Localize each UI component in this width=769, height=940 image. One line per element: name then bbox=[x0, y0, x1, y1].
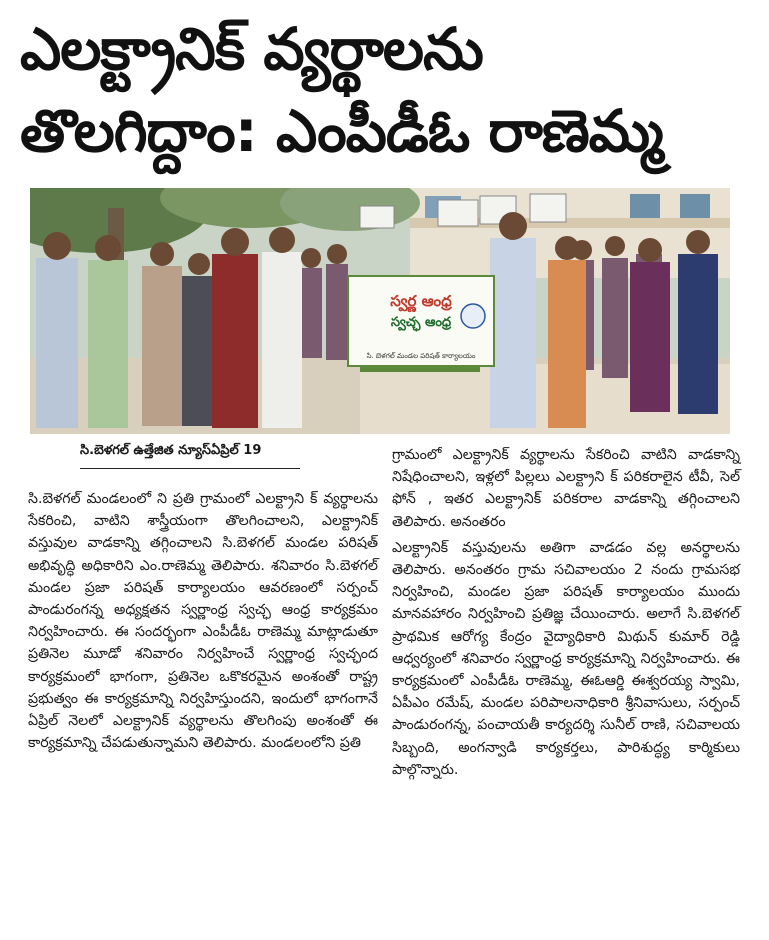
emblem-icon bbox=[461, 304, 485, 328]
group-photo-illustration bbox=[30, 188, 730, 434]
article-column-right bbox=[392, 444, 740, 781]
headline-line-1: ఎలక్ట్రానిక్ వ్యర్థాలను bbox=[20, 15, 483, 83]
banner-title: స్వర్ణ ఆంధ్ర bbox=[390, 292, 452, 310]
article-column-left bbox=[28, 488, 378, 754]
headline bbox=[20, 8, 750, 172]
headline-line-2: తొలగిద్దాం: ఎంపీడీఓ రాణెమ్మ bbox=[20, 97, 663, 165]
article-paragraph: ఎలక్ట్రానిక్ వస్తువులను అతిగా వాడడం వల్ల అనర్థాలను తెలిపారు. అనంతరం గ్రామ సచివాలయం 2 నందు గ్రామసభ నిర్వహించి, మండల ప్రజా పరిషత్ కార్యాలయం ముందు మానవహారం నిర్వహించి ప్రతిజ్ఞ చేయించారు. అలాగే సి.బెళగల్ ప్రాథమిక ఆరోగ్య కేంద్రం వైద్యాధికారి మిథున్ కుమార్ రెడ్డి ఆధ్వర్యంలో శనివారం స్వర్ణాంధ్ర కార్యక్రమాన్ని నిర్వహించారు. ఈ కార్యక్రమంలో ఎంపీడీఓ రాణెమ్మ, ఈఓఆర్డి ఈశ్వరయ్య స్వామి, ఏపీఎం రమేష్, మండల పరిపాలనాధికారి శ్రీనివాసులు, సర్పంచ్ పాండురంగన్న, పంచాయతీ కార్యదర్శి సునీల్ రాణి, సచివాలయ సిబ్బంది, అంగన్వాడి కార్యకర్తలు, పారిశుద్ధ్య కార్మికులు పాల్గొన్నారు. bbox=[392, 539, 740, 778]
banner-footer: సి. బెళగల్ మండల పరిషత్ కార్యాలయం bbox=[366, 352, 476, 360]
article-paragraph: గ్రామంలో ఎలక్ట్రానిక్ వ్యర్థాలను సేకరించి వాటిని వాడకాన్ని నిషేధించాలని, ఇళ్లలో పిల్లలు ఎలక్ట్రాని క్ పరికరాలైన టీవీ, సెల్ ఫోన్ , ఇతర ఎలక్ట్రానిక్ పరికరాల వాడకాన్ని తగ్గించాలని తెలిపారు. అనంతరం bbox=[392, 447, 740, 530]
byline-dateline: సి.బెళగల్ ఉత్తేజిత న్యూస్ఏప్రిల్ 19 bbox=[80, 440, 300, 469]
news-photo bbox=[30, 188, 730, 434]
banner-subtitle: స్వచ్ఛ ఆంధ్ర bbox=[390, 315, 452, 330]
article-paragraph: సి.బెళగల్ మండలంలో ని ప్రతి గ్రామంలో ఎలక్ట్రాని క్ వ్యర్థాలను సేకరించి, వాటిని శాస్త్రీయంగా తొలగించాలని, ఎలక్ట్రానిక్ వస్తువుల వాడకాన్ని తగ్గించాలని సి.బెళగల్ మండల పరిషత్ అభివృద్ధి అధికారిని ఎం.రాణెమ్మ తెలిపారు. శనివారం సి.బెళగల్ మండల ప్రజా పరిషత్ కార్యాలయం ఆవరణంలో సర్పంచ్ పాండురంగన్న అధ్యక్షతన స్వర్ణాంధ్ర స్వచ్ఛ ఆంధ్ర కార్యక్రమం నిర్వహించారు. ఈ సందర్భంగా ఎంపీడీఓ రాణెమ్మ మాట్లాడుతూ ప్రతినెల మూడో శనివారం నిర్వహించే స్వర్ణాంధ్ర స్వచ్ఛంద కార్యక్రమంలో భాగంగా, ప్రతినెల ఒకొకరమైన అంశంతో రాష్ట్ర ప్రభుత్వం ఈ కార్యక్రమాన్ని నిర్వహిస్తుందని, ఇందులో భాగంగానే ఏప్రిల్ నెలలో ఎలక్ట్రానిక్ వ్యర్థాలను తొలగింపు అంశంతో ఈ కార్యక్రమాన్ని చేపడుతున్నామని తెలిపారు. మండలంలోని ప్రతి bbox=[28, 491, 378, 752]
